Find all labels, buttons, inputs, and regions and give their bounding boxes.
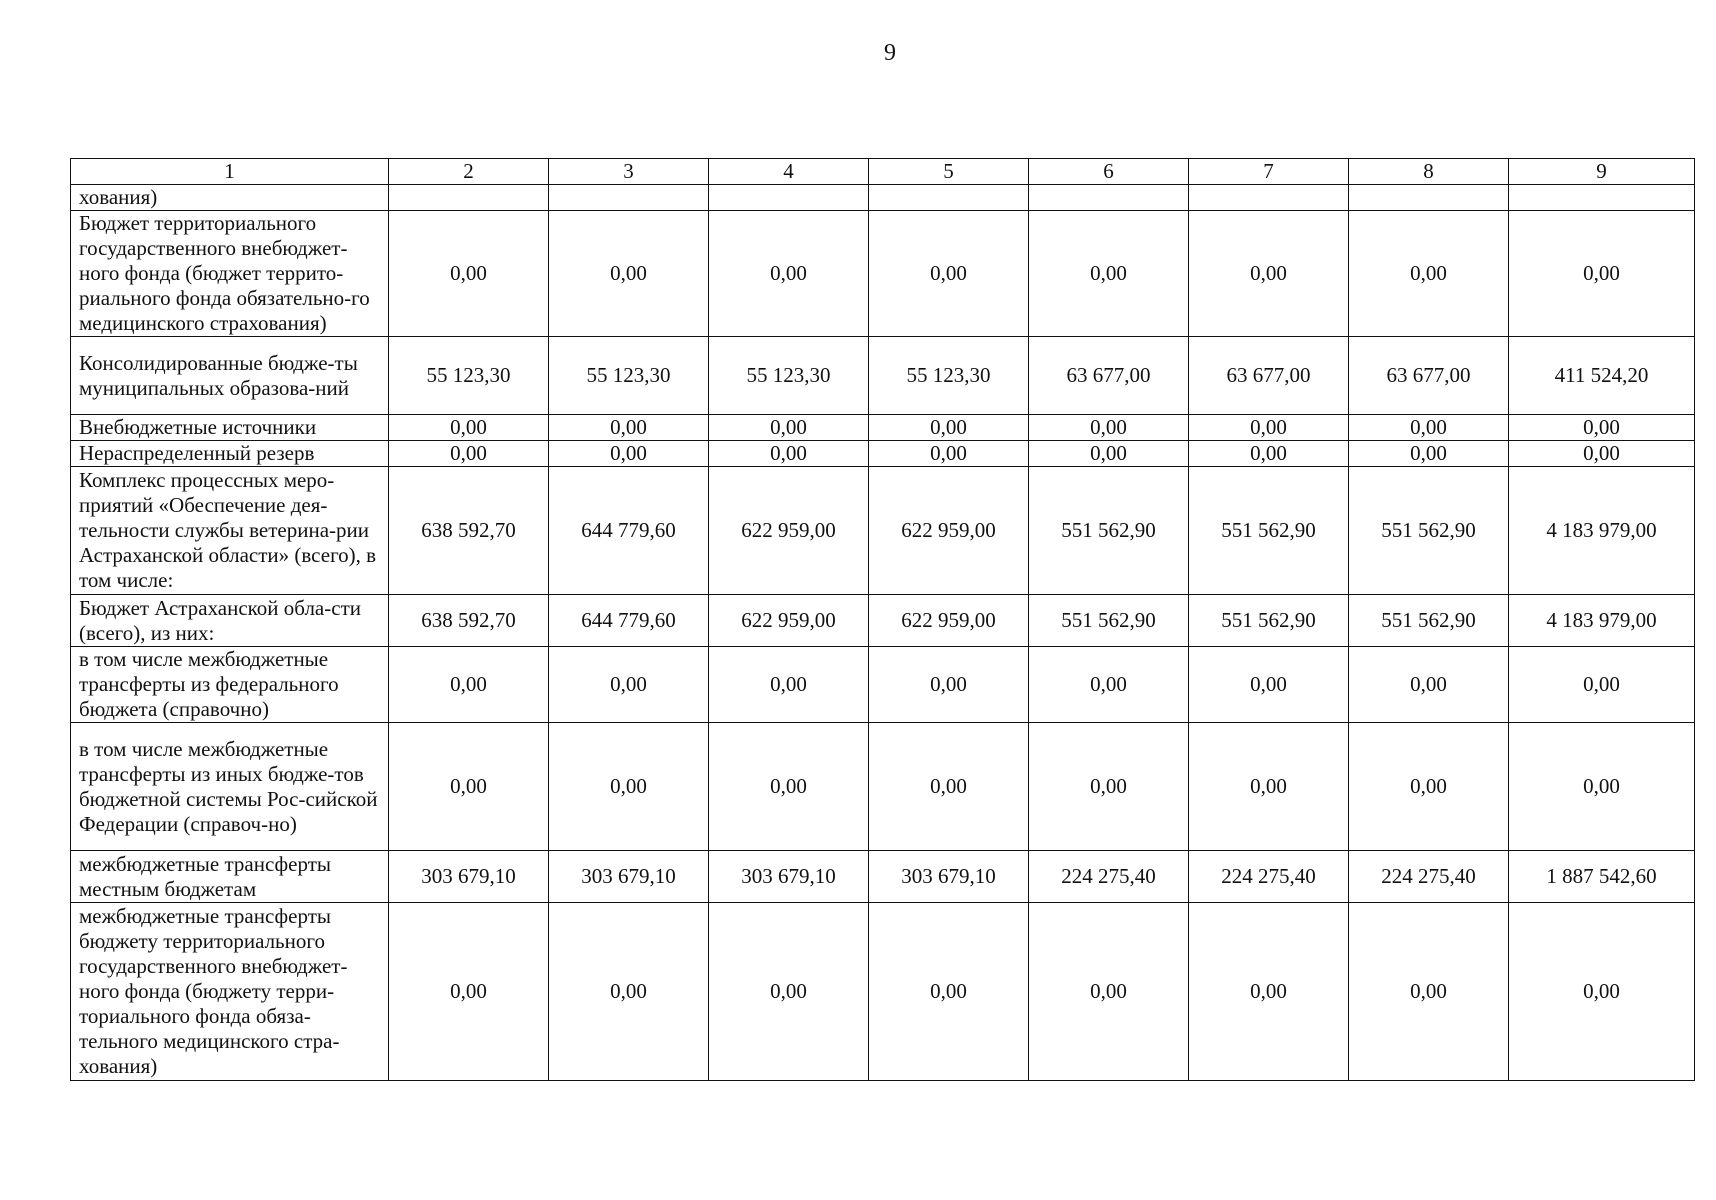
value-cell: 0,00 <box>709 415 869 441</box>
column-header: 6 <box>1029 159 1189 185</box>
value-cell: 224 275,40 <box>1029 851 1189 903</box>
value-cell: 0,00 <box>1349 903 1509 1081</box>
table-row <box>71 211 1695 337</box>
value-cell: 224 275,40 <box>1189 851 1349 903</box>
value-cell: 622 959,00 <box>709 595 869 647</box>
value-cell: 0,00 <box>1029 415 1189 441</box>
value-cell: 55 123,30 <box>389 337 549 415</box>
table-row <box>71 595 1695 647</box>
value-cell: 0,00 <box>1189 647 1349 723</box>
value-cell: 411 524,20 <box>1509 337 1695 415</box>
value-cell: 303 679,10 <box>709 851 869 903</box>
value-cell: 0,00 <box>1029 441 1189 467</box>
column-header: 1 <box>71 159 389 185</box>
value-cell: 0,00 <box>1029 903 1189 1081</box>
value-cell <box>1189 185 1349 211</box>
value-cell: 638 592,70 <box>389 595 549 647</box>
row-label: межбюджетные трансферты местным бюджетам <box>71 851 389 903</box>
row-label: межбюджетные трансферты бюджету территориального государственного внебюджет-ного фонда (бюджету терри-ториального фонда обяза-тельного медицинского стра-хования) <box>71 903 389 1081</box>
value-cell: 0,00 <box>549 211 709 337</box>
value-cell: 0,00 <box>1509 903 1695 1081</box>
value-cell <box>709 185 869 211</box>
value-cell: 0,00 <box>1029 647 1189 723</box>
value-cell: 0,00 <box>389 211 549 337</box>
row-label: в том числе межбюджетные трансферты из федерального бюджета (справочно) <box>71 647 389 723</box>
value-cell: 0,00 <box>869 723 1029 851</box>
value-cell: 0,00 <box>389 647 549 723</box>
value-cell <box>389 185 549 211</box>
row-label: Нераспределенный резерв <box>71 441 389 467</box>
value-cell: 551 562,90 <box>1189 467 1349 595</box>
value-cell: 644 779,60 <box>549 595 709 647</box>
value-cell <box>869 185 1029 211</box>
value-cell: 638 592,70 <box>389 467 549 595</box>
value-cell: 0,00 <box>389 441 549 467</box>
value-cell <box>549 185 709 211</box>
column-header: 8 <box>1349 159 1509 185</box>
value-cell: 551 562,90 <box>1029 467 1189 595</box>
value-cell <box>1029 185 1189 211</box>
value-cell: 0,00 <box>709 723 869 851</box>
value-cell: 0,00 <box>1509 415 1695 441</box>
value-cell: 0,00 <box>1189 441 1349 467</box>
value-cell: 0,00 <box>1509 647 1695 723</box>
value-cell: 0,00 <box>869 415 1029 441</box>
value-cell: 0,00 <box>869 441 1029 467</box>
value-cell <box>1349 185 1509 211</box>
value-cell: 0,00 <box>1189 415 1349 441</box>
value-cell: 0,00 <box>869 903 1029 1081</box>
row-label: хования) <box>71 185 389 211</box>
value-cell: 224 275,40 <box>1349 851 1509 903</box>
value-cell: 0,00 <box>549 415 709 441</box>
table-row <box>71 723 1695 851</box>
value-cell: 0,00 <box>1349 415 1509 441</box>
value-cell: 0,00 <box>389 415 549 441</box>
value-cell: 55 123,30 <box>549 337 709 415</box>
row-label: Бюджет территориального государственного внебюджет-ного фонда (бюджет террито-риального фонда обязательно-го медицинского страхования) <box>71 211 389 337</box>
value-cell: 4 183 979,00 <box>1509 595 1695 647</box>
value-cell: 551 562,90 <box>1349 467 1509 595</box>
table-row <box>71 903 1695 1081</box>
column-header: 3 <box>549 159 709 185</box>
value-cell: 0,00 <box>1509 723 1695 851</box>
value-cell: 0,00 <box>1029 723 1189 851</box>
value-cell: 0,00 <box>389 903 549 1081</box>
value-cell: 0,00 <box>549 723 709 851</box>
value-cell: 0,00 <box>1189 211 1349 337</box>
column-header: 4 <box>709 159 869 185</box>
column-header: 2 <box>389 159 549 185</box>
value-cell: 0,00 <box>1029 211 1189 337</box>
value-cell: 1 887 542,60 <box>1509 851 1695 903</box>
value-cell: 0,00 <box>1349 647 1509 723</box>
value-cell <box>1509 185 1695 211</box>
value-cell: 0,00 <box>869 647 1029 723</box>
value-cell: 303 679,10 <box>549 851 709 903</box>
value-cell: 0,00 <box>549 903 709 1081</box>
value-cell: 0,00 <box>1349 441 1509 467</box>
value-cell: 0,00 <box>1349 211 1509 337</box>
row-label: Бюджет Астраханской обла-сти (всего), из них: <box>71 595 389 647</box>
value-cell: 0,00 <box>1509 441 1695 467</box>
value-cell: 622 959,00 <box>869 595 1029 647</box>
value-cell: 622 959,00 <box>869 467 1029 595</box>
table-row <box>71 441 1695 467</box>
value-cell: 55 123,30 <box>709 337 869 415</box>
value-cell: 0,00 <box>549 647 709 723</box>
table-row <box>71 185 1695 211</box>
row-label: Консолидированные бюдже-ты муниципальных образова-ний <box>71 337 389 415</box>
page-number: 9 <box>884 40 896 66</box>
value-cell: 303 679,10 <box>869 851 1029 903</box>
table-row <box>71 647 1695 723</box>
value-cell: 4 183 979,00 <box>1509 467 1695 595</box>
value-cell: 551 562,90 <box>1029 595 1189 647</box>
table-row <box>71 851 1695 903</box>
header-row <box>71 159 1695 185</box>
value-cell: 0,00 <box>549 441 709 467</box>
column-header: 7 <box>1189 159 1349 185</box>
budget-table <box>70 158 1695 1081</box>
value-cell: 303 679,10 <box>389 851 549 903</box>
value-cell: 0,00 <box>709 211 869 337</box>
value-cell: 551 562,90 <box>1189 595 1349 647</box>
value-cell: 0,00 <box>1349 723 1509 851</box>
value-cell: 63 677,00 <box>1189 337 1349 415</box>
value-cell: 0,00 <box>389 723 549 851</box>
value-cell: 55 123,30 <box>869 337 1029 415</box>
column-header: 5 <box>869 159 1029 185</box>
value-cell: 0,00 <box>709 647 869 723</box>
value-cell: 0,00 <box>869 211 1029 337</box>
value-cell: 0,00 <box>1509 211 1695 337</box>
row-label: Внебюджетные источники <box>71 415 389 441</box>
table-row <box>71 415 1695 441</box>
value-cell: 0,00 <box>709 441 869 467</box>
value-cell: 63 677,00 <box>1349 337 1509 415</box>
value-cell: 0,00 <box>709 903 869 1081</box>
value-cell: 63 677,00 <box>1029 337 1189 415</box>
value-cell: 551 562,90 <box>1349 595 1509 647</box>
row-label: Комплекс процессных меро-приятий «Обеспечение дея-тельности службы ветерина-рии Астраханской области» (всего), в том числе: <box>71 467 389 595</box>
value-cell: 0,00 <box>1189 903 1349 1081</box>
column-header: 9 <box>1509 159 1695 185</box>
value-cell: 0,00 <box>1189 723 1349 851</box>
value-cell: 622 959,00 <box>709 467 869 595</box>
table-row <box>71 467 1695 595</box>
row-label: в том числе межбюджетные трансферты из иных бюдже-тов бюджетной системы Рос-сийской Федерации (справоч-но) <box>71 723 389 851</box>
table-row <box>71 337 1695 415</box>
value-cell: 644 779,60 <box>549 467 709 595</box>
